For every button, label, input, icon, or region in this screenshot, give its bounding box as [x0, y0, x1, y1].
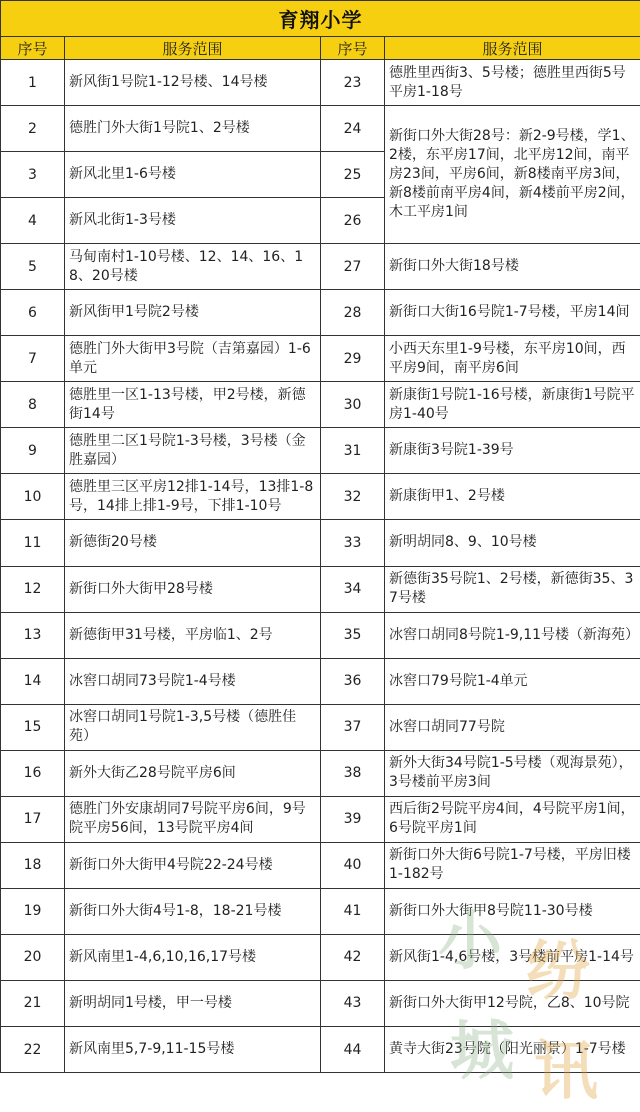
service-scope-right: 德胜里西街3、5号楼；德胜里西街5号平房1-18号 [385, 60, 640, 106]
service-scope-left: 冰窖口胡同73号院1-4号楼 [65, 658, 321, 704]
table-row [1, 980, 640, 1026]
row-number-right: 34 [321, 566, 385, 612]
row-number-right: 28 [321, 290, 385, 336]
service-scope-right: 新街口外大街6号院1-7号楼，平房旧楼1-182号 [385, 842, 640, 888]
row-number-right: 40 [321, 842, 385, 888]
service-scope-right: 新街口外大街甲12号院，乙8、10号院 [385, 980, 640, 1026]
service-scope-left: 德胜里二区1号院1-3号楼，3号楼（金胜嘉园） [65, 428, 321, 474]
row-number-right: 41 [321, 888, 385, 934]
table-row [1, 336, 640, 382]
service-scope-left: 德胜门外大街甲3号院（吉第嘉园）1-6单元 [65, 336, 321, 382]
row-number-left: 7 [1, 336, 65, 382]
header-scope-right: 服务范围 [385, 37, 640, 60]
table-row [1, 888, 640, 934]
row-number-left: 8 [1, 382, 65, 428]
row-number-right: 27 [321, 244, 385, 290]
service-scope-right: 黄寺大街23号院（阳光丽景）1-7号楼 [385, 1026, 640, 1072]
watermark-char: 城 [450, 1000, 514, 1092]
service-scope-left: 马甸南村1-10号楼、12、14、16、18、20号楼 [65, 244, 321, 290]
service-scope-left: 新风街1号院1-12号楼、14号楼 [65, 60, 321, 106]
table-row [1, 612, 640, 658]
service-scope-right: 新康街甲1、2号楼 [385, 474, 640, 520]
table-row [1, 382, 640, 428]
service-scope-left: 新风北里1-6号楼 [65, 152, 321, 198]
watermark-char: 纷 [526, 920, 590, 1012]
service-scope-right: 小西天东里1-9号楼，东平房10间，西平房9间，南平房6间 [385, 336, 640, 382]
service-scope-right: 新明胡同8、9、10号楼 [385, 520, 640, 566]
row-number-left: 19 [1, 888, 65, 934]
service-scope-right: 新德街35号院1、2号楼，新德街35、37号楼 [385, 566, 640, 612]
row-number-left: 3 [1, 152, 65, 198]
row-number-left: 20 [1, 934, 65, 980]
table-row [1, 520, 640, 566]
service-scope-left: 新街口外大街甲28号楼 [65, 566, 321, 612]
table-row [1, 474, 640, 520]
service-scope-left: 新明胡同1号楼，甲一号楼 [65, 980, 321, 1026]
service-scope-right: 冰窖口胡同8号院1-9,11号楼（新海苑） [385, 612, 640, 658]
table-row [1, 106, 640, 152]
row-number-left: 10 [1, 474, 65, 520]
table-row [1, 244, 640, 290]
table-row [1, 566, 640, 612]
row-number-right: 44 [321, 1026, 385, 1072]
row-number-right: 25 [321, 152, 385, 198]
service-scope-left: 新风南里5,7-9,11-15号楼 [65, 1026, 321, 1072]
row-number-right: 33 [321, 520, 385, 566]
row-number-right: 24 [321, 106, 385, 152]
header-no-right: 序号 [321, 37, 385, 60]
table-row [1, 704, 640, 750]
table-row [1, 60, 640, 106]
row-number-right: 39 [321, 796, 385, 842]
service-scope-left: 新街口外大街4号1-8，18-21号楼 [65, 888, 321, 934]
service-scope-left: 德胜里三区平房12排1-14号，13排1-8号，14排上排1-9号，下排1-10号 [65, 474, 321, 520]
service-scope-left: 冰窖口胡同1号院1-3,5号楼（德胜佳苑） [65, 704, 321, 750]
row-number-right: 36 [321, 658, 385, 704]
service-scope-right: 新街口外大街甲8号院11-30号楼 [385, 888, 640, 934]
row-number-right: 37 [321, 704, 385, 750]
service-scope-right: 新街口外大街18号楼 [385, 244, 640, 290]
row-number-left: 17 [1, 796, 65, 842]
service-scope-left: 新德街20号楼 [65, 520, 321, 566]
row-number-left: 6 [1, 290, 65, 336]
table-row [1, 842, 640, 888]
table-row [1, 1026, 640, 1072]
row-number-left: 5 [1, 244, 65, 290]
table-title: 育翔小学 [1, 1, 640, 37]
table-row [1, 934, 640, 980]
service-scope-right: 新街口外大街28号：新2-9号楼，学1、2楼，东平房17间，北平房12间，南平房23间，平房6间，新8楼南平房3间，新8楼前南平房4间，新4楼前平房2间，木工平房1间 [385, 106, 640, 244]
row-number-left: 16 [1, 750, 65, 796]
row-number-left: 15 [1, 704, 65, 750]
table-row [1, 428, 640, 474]
row-number-right: 43 [321, 980, 385, 1026]
service-scope-right: 新街口大街16号院1-7号楼，平房14间 [385, 290, 640, 336]
service-scope-left: 新街口外大街甲4号院22-24号楼 [65, 842, 321, 888]
table-body [1, 60, 640, 1073]
row-number-left: 9 [1, 428, 65, 474]
row-number-right: 35 [321, 612, 385, 658]
row-number-right: 29 [321, 336, 385, 382]
row-number-right: 26 [321, 198, 385, 244]
service-scope-right: 新康街1号院1-16号楼，新康街1号院平房1-40号 [385, 382, 640, 428]
table-row [1, 290, 640, 336]
service-scope-left: 新风南里1-4,6,10,16,17号楼 [65, 934, 321, 980]
service-scope-right: 西后街2号院平房4间，4号院平房1间，6号院平房1间 [385, 796, 640, 842]
service-scope-right: 新外大街34号院1-5号楼（观海景苑），3号楼前平房3间 [385, 750, 640, 796]
watermark-char: 小 [438, 890, 502, 982]
row-number-left: 11 [1, 520, 65, 566]
row-number-left: 4 [1, 198, 65, 244]
table-row [1, 796, 640, 842]
service-scope-right: 新风街1-4,6号楼，3号楼前平房1-14号 [385, 934, 640, 980]
service-scope-left: 德胜里一区1-13号楼，甲2号楼，新德街14号 [65, 382, 321, 428]
row-number-left: 22 [1, 1026, 65, 1072]
row-number-left: 12 [1, 566, 65, 612]
row-number-left: 2 [1, 106, 65, 152]
table-row [1, 658, 640, 704]
service-scope-left: 德胜门外大街1号院1、2号楼 [65, 106, 321, 152]
row-number-left: 18 [1, 842, 65, 888]
row-number-right: 23 [321, 60, 385, 106]
service-scope-left: 新风北街1-3号楼 [65, 198, 321, 244]
row-number-left: 13 [1, 612, 65, 658]
row-number-right: 38 [321, 750, 385, 796]
row-number-right: 32 [321, 474, 385, 520]
header-scope-left: 服务范围 [65, 37, 321, 60]
row-number-right: 31 [321, 428, 385, 474]
row-number-left: 21 [1, 980, 65, 1026]
service-scope-left: 新风街甲1号院2号楼 [65, 290, 321, 336]
service-scope-right: 冰窖口胡同77号院 [385, 704, 640, 750]
header-no-left: 序号 [1, 37, 65, 60]
row-number-right: 30 [321, 382, 385, 428]
service-scope-right: 冰窖口79号院1-4单元 [385, 658, 640, 704]
row-number-left: 1 [1, 60, 65, 106]
watermark-char: 讯 [534, 1020, 598, 1112]
row-number-left: 14 [1, 658, 65, 704]
service-scope-right: 新康街3号院1-39号 [385, 428, 640, 474]
service-scope-left: 新德街甲31号楼，平房临1、2号 [65, 612, 321, 658]
service-scope-left: 新外大街乙28号院平房6间 [65, 750, 321, 796]
row-number-right: 42 [321, 934, 385, 980]
service-scope-left: 德胜门外安康胡同7号院平房6间，9号院平房56间，13号院平房4间 [65, 796, 321, 842]
table-row [1, 750, 640, 796]
